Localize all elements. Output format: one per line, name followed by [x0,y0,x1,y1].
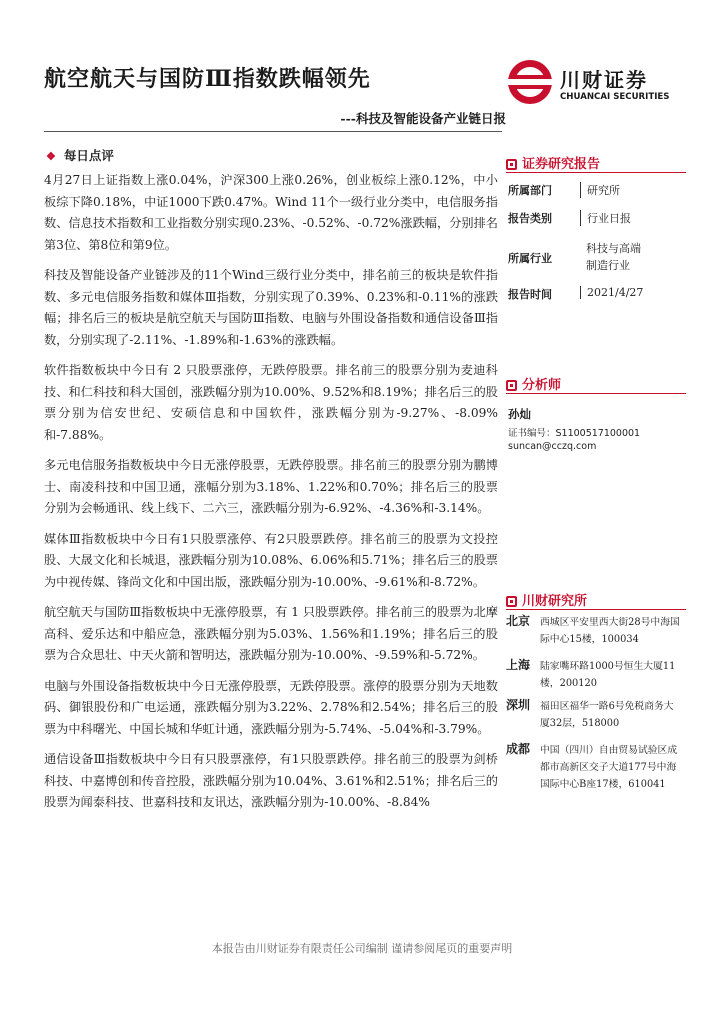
logo-en: CHUANCAI SECURITIES [560,92,670,102]
chuancai-logo-icon [506,58,554,106]
office-city: 北京 [506,614,531,628]
meta-industry: 所属行业 科技与高端制造行业 [508,242,641,272]
office-address: 福田区福华一路6号免税商务大厦32层，518000 [540,701,674,729]
paragraph: 多元电信服务指数板块中今日无涨停股票，无跌停股票。排名前三的股票分别为鹏博士、南凌科技和中国卫通，涨幅分别为3.18%、1.22%和0.70%；排名后三的股票分别为会畅通讯、线上线下、二六三，涨跌幅分别为-6.92%、-4.36%和-3.14%。 [44,458,498,515]
diamond-bullet-icon: ❖ [46,150,56,163]
office-city: 上海 [506,658,531,672]
office-address: 西城区平安里西大街28号中海国际中心15楼，100034 [540,617,680,645]
report-title: 航空航天与国防Ⅲ指数跌幅领先 [44,66,371,92]
meta-department: 所属部门 研究所 [508,184,620,197]
office-city: 深圳 [506,698,531,712]
institute-icon [506,596,517,607]
footer-disclaimer: 本报告由川财证券有限责任公司编制 谨请参阅尾页的重要声明 [211,942,513,955]
logo-cn: 川财证券 [560,68,648,92]
paragraph: 媒体Ⅲ指数板块中今日有1只股票涨停、有2只股票跌停。排名前三的股票为文投控股、大晟文化和长城退，涨跌幅分别为10.08%、6.06%和5.71%；排名后三的股票为中视传媒、锋尚文化和中国出版，涨跌幅分别为-10.00%、-9.61%和-8.72%。 [44,531,498,589]
report-subtitle: ---科技及智能设备产业链日报 [340,111,506,126]
institute-heading: 川财研究所 [506,590,587,609]
office-address: 陆家嘴环路1000号恒生大厦11楼，200120 [540,661,676,689]
section-heading [46,146,114,164]
paragraph: 科技及智能设备产业链涉及的11个Wind三级行业分类中，排名前三的板块是软件指数、多元电信服务指数和媒体Ⅲ指数，分别实现了0.39%、0.23%和-0.11%的涨跌幅；排名后三的板块是航空航天与国防Ⅲ指数、电脑与外围设备指数和通信设备Ⅲ指数，分别实现了-2.11%、-1.89%和-1.63%的涨跌幅。 [44,268,498,347]
report-info-heading: 证券研究报告 [506,153,600,172]
paragraph: 通信设备Ⅲ指数板块中今日有只股票涨停，有1只股票跌停。排名前三的股票为剑桥科技、中嘉博创和传音控股，涨跌幅分别为10.04%、3.61%和2.51%；排名后三的股票为闻泰科技、世嘉科技和友讯达，涨跌幅分别为-10.00%、-8.84% [44,752,498,809]
header-divider [44,131,502,132]
analyst-icon [506,380,517,391]
office-city: 成都 [506,742,531,756]
paragraph: 软件指数板块中今日有 2 只股票涨停，无跌停股票。排名前三的股票分别为麦迪科技、和仁科技和科大国创，涨跌幅分别为10.00%、9.52%和8.19%；排名后三的股票分别为信安世纪、安硕信息和中国软件，涨跌幅分别为-9.27%、-8.09%和-7.88%。 [44,363,498,442]
sidebar-divider [506,393,686,394]
meta-date: 报告时间 2021/4/27 [508,286,644,301]
report-icon [506,159,517,170]
paragraph: 电脑与外围设备指数板块中今日无涨停股票，无跌停股票。涨停的股票分别为天地数码、御银股份和广电运通，涨跌幅分别为3.22%、2.78%和2.54%；排名后三的股票为中科曙光、中国长城和华虹计通，涨跌幅分别为-5.74%、-5.04%和-3.79%。 [44,678,498,736]
sidebar-divider [506,172,686,173]
office-address: 中国（四川）自由贸易试验区成都市高新区交子大道177号中海国际中心B座17楼，610041 [540,745,678,790]
meta-category: 报告类别 行业日报 [508,212,631,225]
paragraph: 4月27日上证指数上涨0.04%，沪深300上涨0.26%，创业板综上涨0.12%，中小板综下降0.18%，中证1000下跌0.47%。Wind 11个一级行业分类中，电信服务指数、信息技术指数和工业指数分别实现0.23%、-0.52%、-0.72%涨跌幅，分别排名第3位、第8位和第9位。 [44,173,498,252]
sidebar-divider [506,609,686,610]
analyst-cert: 证书编号：S1100517100001 [508,428,641,439]
analyst-email[interactable]: suncan@cczq.com [508,441,597,452]
analyst-heading: 分析师 [506,374,561,393]
section-title: 每日点评 [63,148,114,163]
analyst-name: 孙灿 [508,407,531,421]
main-body [44,170,498,823]
paragraph: 航空航天与国防Ⅲ指数板块中无涨停股票，有 1 只股票跌停。排名前三的股票为北摩高科、爱乐达和中船应急，涨跌幅分别为5.03%、1.56%和1.19%；排名后三的股票为合众思壮、中天火箭和智明达，涨跌幅分别为-10.00%、-9.59%和-5.72%。 [44,605,498,662]
